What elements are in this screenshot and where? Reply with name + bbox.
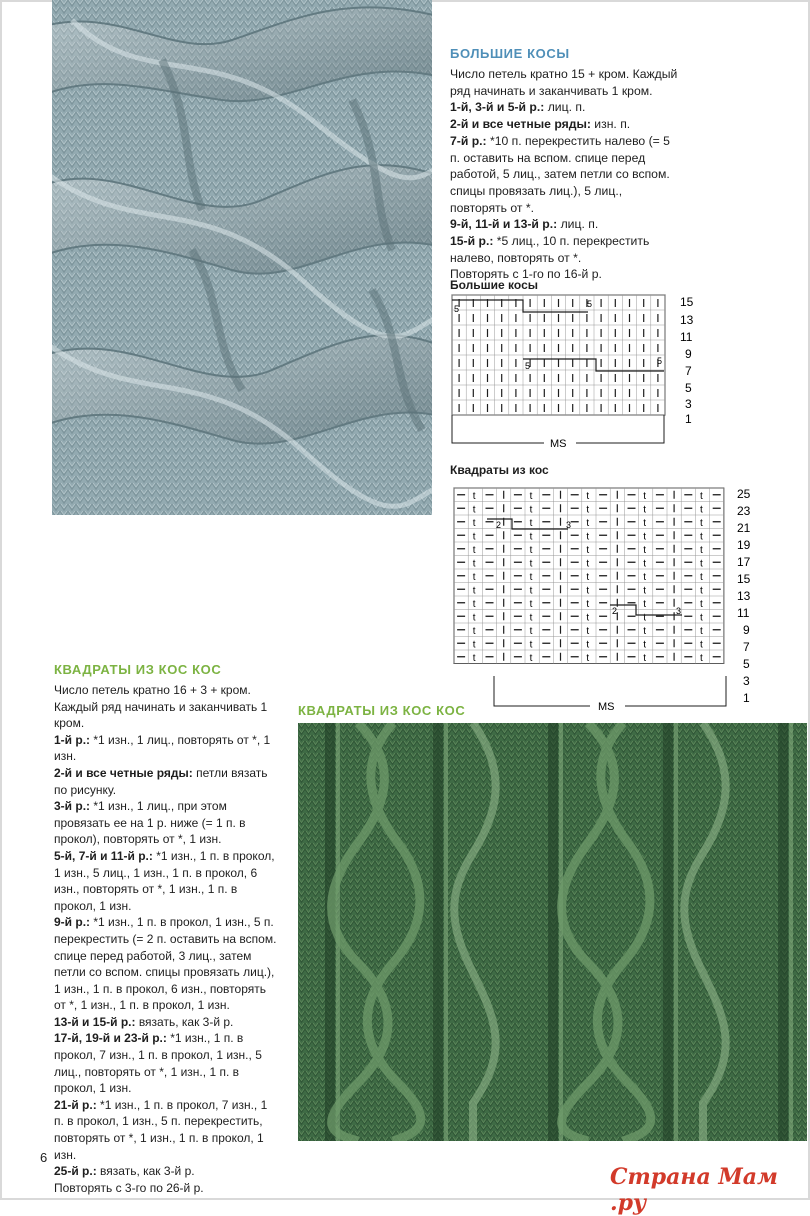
row-number: 9 (685, 347, 692, 361)
twisted-stitch-symbol: t (700, 639, 703, 651)
twisted-stitch-symbol: t (643, 652, 646, 664)
twisted-stitch-symbol: t (643, 612, 646, 624)
twisted-stitch-symbol: t (472, 625, 476, 637)
chart-caption-squares: Квадраты из кос (450, 463, 549, 477)
twisted-stitch-symbol: t (586, 571, 590, 583)
twisted-stitch-symbol: t (700, 558, 703, 570)
twisted-stitch-symbol: t (472, 585, 476, 597)
cross-label: 5 (657, 356, 663, 366)
twisted-stitch-symbol: t (472, 517, 476, 529)
row-numbers (680, 295, 694, 426)
row-number: 25 (737, 487, 751, 501)
twisted-stitch-symbol: t (643, 490, 646, 502)
watermark-logo: Страна Мам .ру (610, 1164, 778, 1216)
twisted-stitch-symbol: t (529, 504, 533, 516)
twisted-stitch-symbol: t (472, 531, 476, 543)
row-number: 1 (685, 412, 692, 426)
row-numbers (737, 487, 751, 705)
twisted-stitch-symbol: t (472, 504, 476, 516)
cross-label: 5 (454, 304, 460, 314)
twisted-stitch-symbol: t (586, 612, 590, 624)
twisted-stitch-symbol: t (529, 490, 533, 502)
twisted-stitch-symbol: t (643, 504, 646, 516)
row-instruction: 13-й и 15-й р.: вязать, как 3-й р. (54, 1014, 234, 1029)
twisted-stitch-symbol: t (643, 544, 646, 556)
twisted-stitch-symbol: t (643, 585, 646, 597)
cross-label: 2 (612, 606, 618, 616)
row-instruction: 7-й р.: *10 п. перекрестить налево (= 5 п. оставить на вспом. спице перед работой, 5 лиц., затем петли со вспом. спицы провязать лиц.), 5 лиц., повторять от *. (450, 133, 670, 215)
twisted-stitch-symbol: t (529, 531, 533, 543)
section-title-big-cables: БОЛЬШИЕ КОСЫ (450, 46, 570, 61)
squares-knit-image (298, 723, 807, 1141)
row-number: 13 (737, 589, 751, 603)
twisted-stitch-symbol: t (586, 585, 590, 597)
twisted-stitch-symbol: t (586, 625, 590, 637)
twisted-stitch-symbol: t (472, 652, 476, 664)
row-number: 1 (743, 691, 750, 705)
row-number: 21 (737, 521, 751, 535)
row-instruction: 25-й р.: вязать, как 3-й р. (54, 1164, 195, 1179)
repeat-label: MS (550, 438, 567, 450)
twisted-stitch-symbol: t (700, 571, 703, 583)
twisted-stitch-symbol: t (643, 517, 646, 529)
intro-text: Число петель кратно 16 + 3 + кром. Каждый ряд начинать и заканчивать 1 кром. (54, 683, 268, 731)
twisted-stitch-symbol: t (700, 612, 703, 624)
cross-label: 5 (587, 299, 593, 309)
row-number: 5 (743, 657, 750, 671)
row-number: 9 (743, 623, 750, 637)
twisted-stitch-symbol: t (472, 598, 476, 610)
chart-squares (450, 486, 760, 716)
row-number: 5 (685, 381, 692, 395)
row-number: 7 (685, 364, 692, 378)
photo-squares (298, 723, 807, 1141)
photo-caption-squares: КВАДРАТЫ ИЗ КОС КОС (298, 703, 466, 718)
twisted-stitch-symbol: t (529, 652, 533, 664)
twisted-stitch-symbol: t (700, 504, 703, 516)
twisted-stitch-symbol: t (472, 558, 476, 570)
row-instruction: 1-й, 3-й и 5-й р.: лиц. п. (450, 100, 586, 115)
section-title-squares: КВАДРАТЫ ИЗ КОС КОС (54, 662, 222, 677)
row-instruction: 3-й р.: *1 изн., 1 лиц., при этом провязать ее на 1 р. ниже (= 1 п. в прокол), повторять от *, 1 изн. (54, 799, 246, 847)
row-number: 15 (737, 572, 751, 586)
row-instruction: 5-й, 7-й и 11-й р.: *1 изн., 1 п. в прокол, 1 изн., 5 лиц., 1 изн., 1 п. в прокол, 6 изн., повторять от *, 1 изн., 1 п. в прокол, 1 изн. (54, 848, 275, 913)
twisted-stitch-symbol: t (700, 585, 703, 597)
row-number: 3 (743, 674, 750, 688)
twisted-stitch-symbol: t (529, 598, 533, 610)
twisted-stitch-symbol: t (586, 639, 590, 651)
row-instruction: 9-й, 11-й и 13-й р.: лиц. п. (450, 217, 599, 232)
twisted-stitch-symbol: t (529, 585, 533, 597)
row-number: 11 (680, 330, 693, 344)
twisted-stitch-symbol: t (472, 639, 476, 651)
twisted-stitch-symbol: t (643, 598, 646, 610)
row-number: 17 (737, 555, 751, 569)
row-instruction: 2-й и все четные ряды: изн. п. (450, 117, 631, 132)
row-number: 7 (743, 640, 750, 654)
chart-grid (452, 295, 665, 415)
row-number: 23 (737, 504, 751, 518)
repeat-text: Повторять с 3-го по 26-й р. (54, 1180, 204, 1195)
cross-label: 2 (496, 520, 502, 530)
repeat-label: MS (598, 701, 615, 713)
instructions-squares (54, 682, 280, 1196)
row-number: 11 (737, 606, 750, 620)
big-cables-knit-image (52, 0, 432, 515)
cross-label: 5 (525, 361, 531, 371)
twisted-stitch-symbol: t (529, 625, 533, 637)
twisted-stitch-symbol: t (472, 544, 476, 556)
twisted-stitch-symbol: t (586, 504, 590, 516)
row-instruction: 17-й, 19-й и 23-й р.: *1 изн., 1 п. в прокол, 7 изн., 1 п. в прокол, 1 изн., 5 лиц., повторять от *, 1 изн., 1 п. в прокол, 1 изн. (54, 1031, 262, 1096)
photo-big-cables (52, 0, 432, 515)
twisted-stitch-symbol: t (586, 652, 590, 664)
instructions-big-cables (450, 66, 680, 283)
twisted-stitch-symbol: t (643, 625, 646, 637)
row-number: 15 (680, 295, 694, 309)
twisted-stitch-symbol: t (586, 544, 590, 556)
twisted-stitch-symbol: t (700, 544, 703, 556)
row-instruction: 9-й р.: *1 изн., 1 п. в прокол, 1 изн., 5 п. перекрестить (= 2 п. оставить на вспом. спице перед работой, 3 лиц., затем петли со вспом. спицы провязать лиц.), 1 изн., 1 п. в прокол, 6 изн., повторять от *, 1 изн., 1 п. в прокол, 1 изн. (54, 915, 277, 1013)
repeat-text: Повторять с 1-го по 16-й р. (450, 267, 602, 282)
twisted-stitch-symbol: t (700, 625, 703, 637)
cross-label: 3 (566, 520, 572, 530)
row-number: 13 (680, 313, 694, 327)
twisted-stitch-symbol: t (586, 598, 590, 610)
row-number: 19 (737, 538, 751, 552)
row-instruction: 1-й р.: *1 изн., 1 лиц., повторять от *, 1 изн. (54, 732, 271, 764)
chart-caption-big-cables: Большие косы (450, 278, 538, 292)
chart-grid (454, 488, 724, 664)
page-number: 6 (40, 1150, 48, 1165)
site-watermark (600, 1160, 805, 1216)
row-instruction: 21-й р.: *1 изн., 1 п. в прокол, 7 изн., 1 п. в прокол, 1 изн., 5 п. перекрестить, повторять от *, 1 изн., 1 п. в прокол, 1 изн. (54, 1097, 268, 1162)
twisted-stitch-symbol: t (700, 531, 703, 543)
twisted-stitch-symbol: t (472, 490, 476, 502)
twisted-stitch-symbol: t (529, 517, 533, 529)
twisted-stitch-symbol: t (529, 571, 533, 583)
twisted-stitch-symbol: t (643, 571, 646, 583)
twisted-stitch-symbol: t (529, 558, 533, 570)
twisted-stitch-symbol: t (643, 558, 646, 570)
chart-big-cables (448, 293, 710, 455)
twisted-stitch-symbol: t (700, 517, 703, 529)
twisted-stitch-symbol: t (472, 612, 476, 624)
twisted-stitch-symbol: t (529, 544, 533, 556)
twisted-stitch-symbol: t (700, 490, 703, 502)
twisted-stitch-symbol: t (700, 598, 703, 610)
twisted-stitch-symbol: t (643, 639, 646, 651)
row-instruction: 15-й р.: *5 лиц., 10 п. перекрестить налево, повторять от *. (450, 234, 650, 265)
intro-text: Число петель кратно 15 + кром. Каждый ряд начинать и заканчивать 1 кром. (450, 67, 678, 98)
twisted-stitch-symbol: t (586, 531, 590, 543)
row-number: 3 (685, 397, 692, 411)
twisted-stitch-symbol: t (586, 517, 590, 529)
twisted-stitch-symbol: t (586, 558, 590, 570)
twisted-stitch-symbol: t (529, 639, 533, 651)
twisted-stitch-symbol: t (643, 531, 646, 543)
twisted-stitch-symbol: t (586, 490, 590, 502)
cross-label: 3 (676, 606, 682, 616)
row-instruction: 2-й и все четные ряды: петли вязать по рисунку. (54, 765, 268, 797)
twisted-stitch-symbol: t (700, 652, 703, 664)
twisted-stitch-symbol: t (472, 571, 476, 583)
twisted-stitch-symbol: t (529, 612, 533, 624)
